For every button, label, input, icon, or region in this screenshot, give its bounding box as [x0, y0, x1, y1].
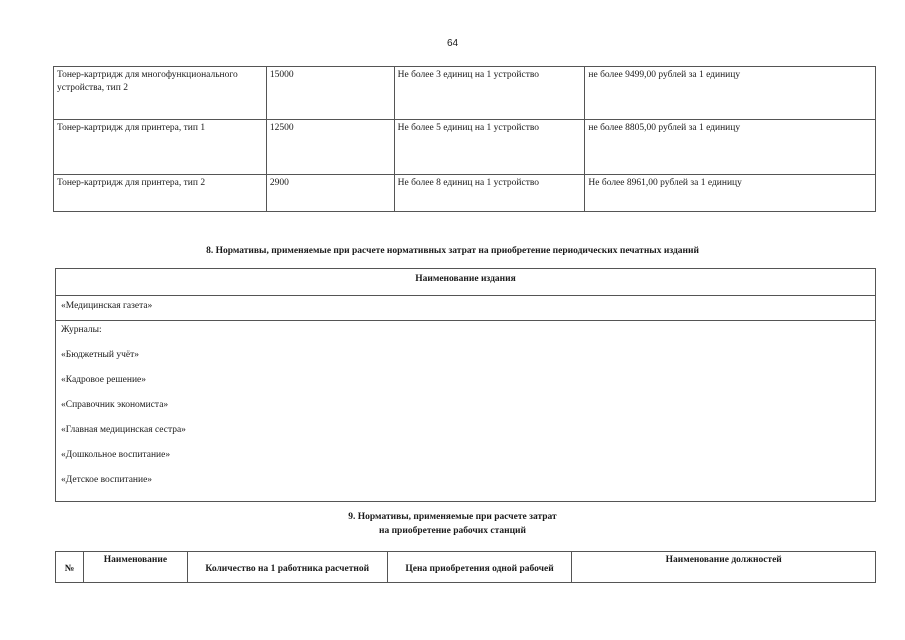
- list-item: «Справочник экономиста»: [61, 400, 169, 410]
- supplies-table: [53, 66, 876, 212]
- table-row: [54, 67, 876, 120]
- journals-cell: [56, 321, 876, 502]
- list-item: «Детское воспитание»: [61, 475, 153, 485]
- list-item: «Кадровое решение»: [61, 375, 147, 385]
- item-limit: Не более 5 единиц на 1 устройство: [394, 120, 585, 175]
- section-8-title: 8. Нормативы, применяемые при расчете нормативных затрат на приобретение периодических печатных изданий: [206, 246, 699, 256]
- column-header-number: №: [56, 552, 84, 583]
- gazette-cell: «Медицинская газета»: [56, 296, 876, 321]
- periodicals-table: [55, 268, 876, 502]
- item-quantity: 15000: [266, 67, 394, 120]
- section-9-title: [0, 511, 905, 539]
- workstations-table: [55, 551, 876, 583]
- item-quantity: 2900: [266, 175, 394, 212]
- column-header-quantity: Количество на 1 работника расчетной: [187, 552, 387, 583]
- journals-label: Журналы:: [61, 325, 102, 335]
- table-row: [54, 175, 876, 212]
- column-header-name: Наименование: [83, 552, 187, 583]
- item-limit: Не более 8 единиц на 1 устройство: [394, 175, 585, 212]
- section-9-title-line1: 9. Нормативы, применяемые при расчете затрат: [348, 512, 557, 522]
- column-header-positions: Наименование должностей: [572, 552, 876, 583]
- item-quantity: 12500: [266, 120, 394, 175]
- item-price: Не более 8961,00 рублей за 1 единицу: [585, 175, 876, 212]
- list-item: «Главная медицинская сестра»: [61, 425, 186, 435]
- item-price: не более 9499,00 рублей за 1 единицу: [585, 67, 876, 120]
- item-name: Тонер-картридж для принтера, тип 2: [54, 175, 267, 212]
- list-item: «Бюджетный учёт»: [61, 350, 140, 360]
- table-row: [54, 120, 876, 175]
- item-name: Тонер-картридж для многофункционального устройства, тип 2: [54, 67, 267, 120]
- section-9-title-line2: на приобретение рабочих станций: [378, 525, 526, 536]
- column-header-price: Цена приобретения одной рабочей: [387, 552, 572, 583]
- list-item: «Дошкольное воспитание»: [61, 450, 171, 460]
- item-price: не более 8805,00 рублей за 1 единицу: [585, 120, 876, 175]
- column-header: Наименование издания: [56, 269, 876, 296]
- item-limit: Не более 3 единиц на 1 устройство: [394, 67, 585, 120]
- item-name: Тонер-картридж для принтера, тип 1: [54, 120, 267, 175]
- page-number: 64: [446, 38, 459, 49]
